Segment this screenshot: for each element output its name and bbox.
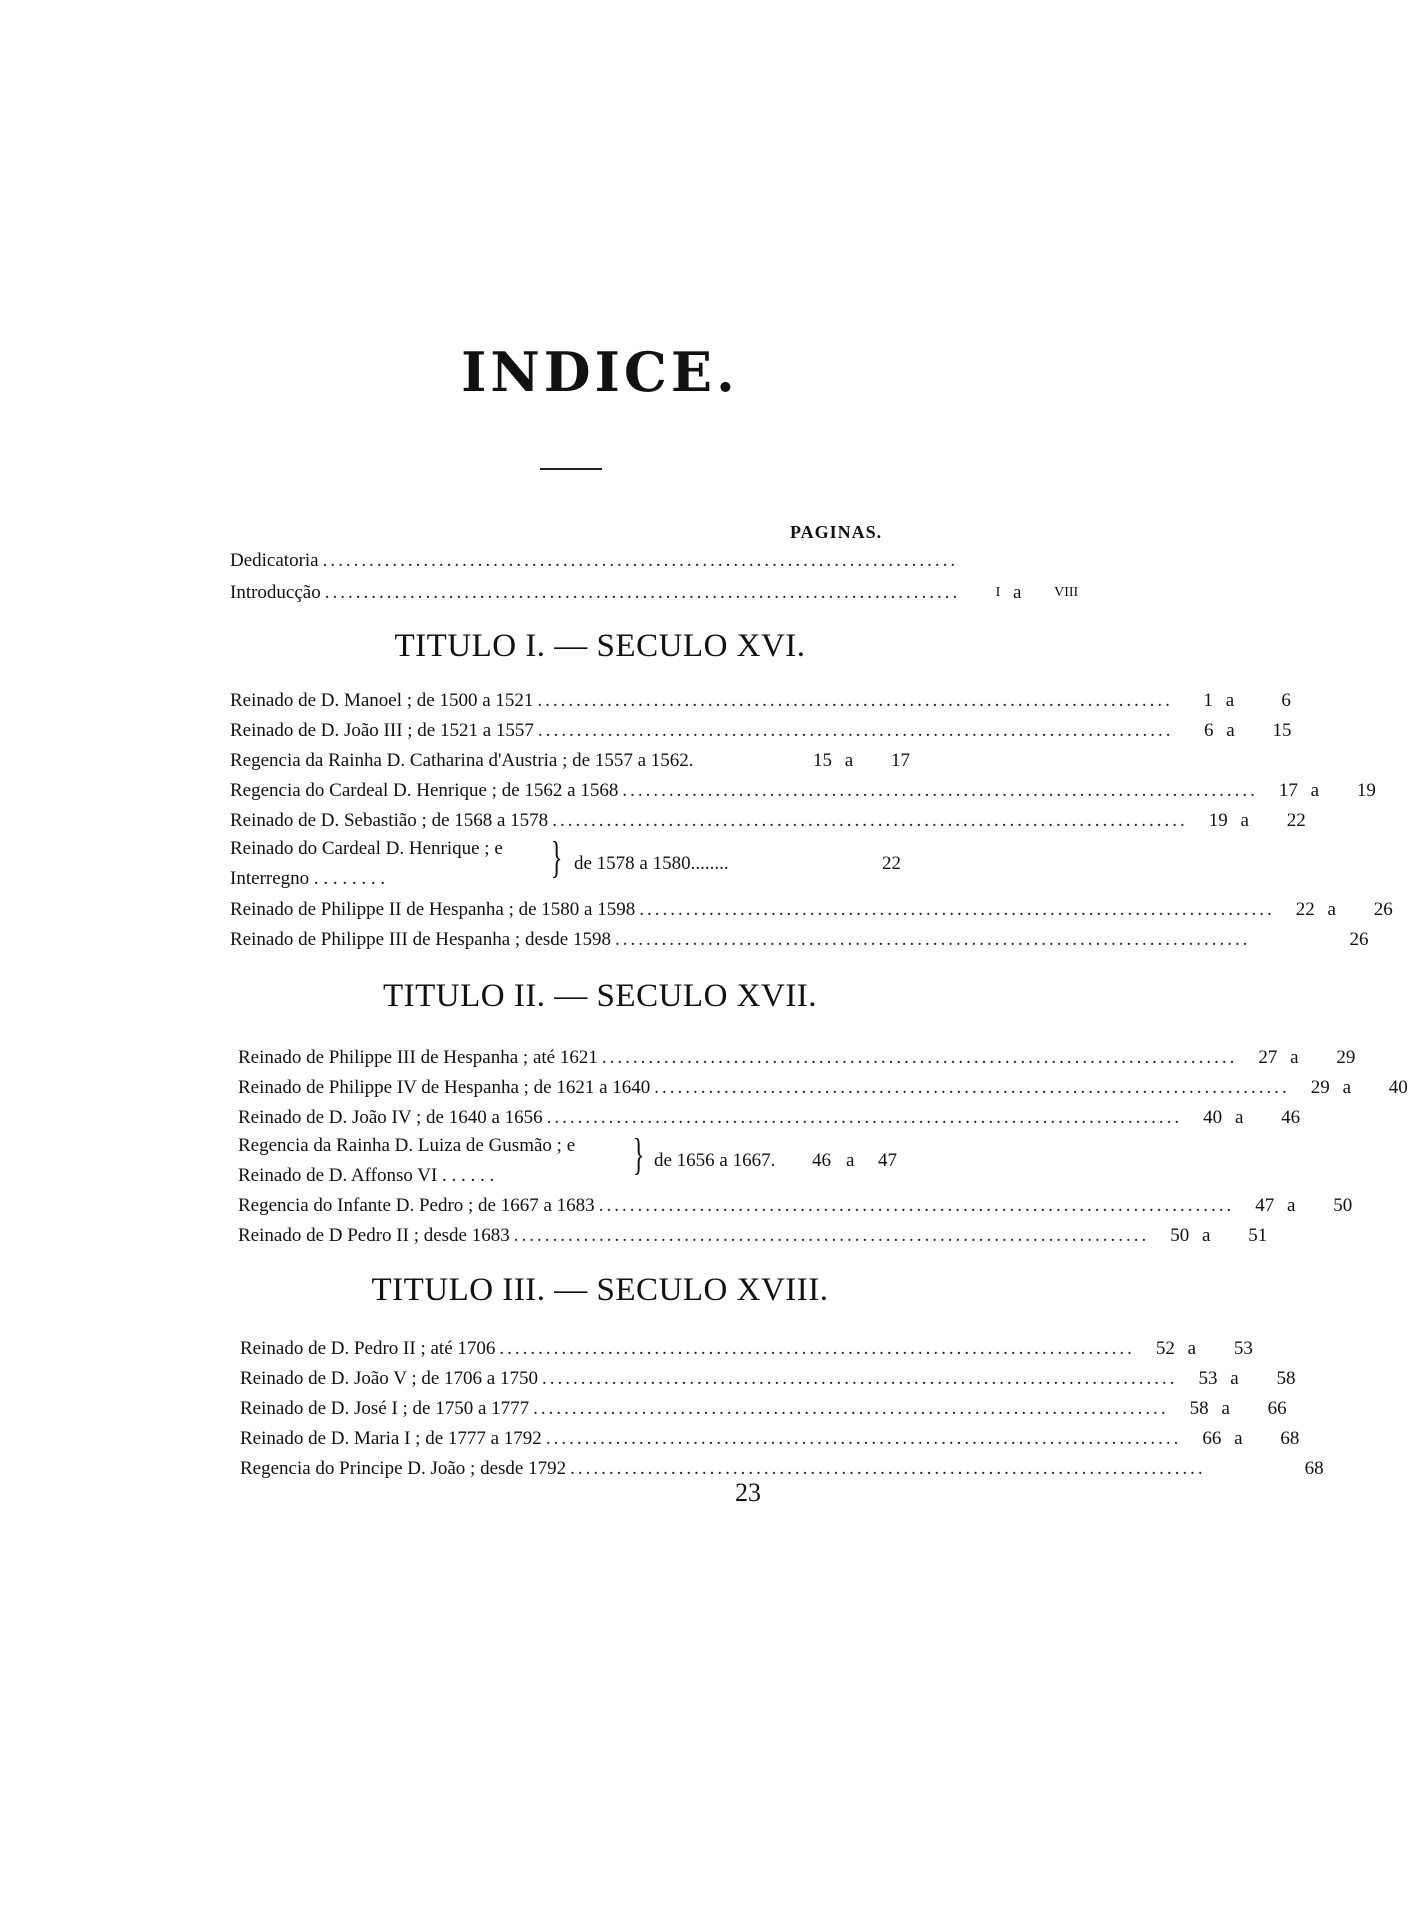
list-item — [240, 1394, 1287, 1424]
page-from: I — [995, 585, 1001, 600]
leader-dots: .................................................................................. — [546, 1107, 1183, 1128]
leader-dots: .................................................................................. — [570, 1458, 1206, 1479]
page-to: 40 — [1388, 1077, 1408, 1098]
page-a: a — [1342, 1077, 1352, 1098]
entry-label: Regencia da Rainha D. Catharina d'Austria ; de 1557 a 1562. — [230, 750, 694, 771]
page-a: a — [1234, 1107, 1244, 1128]
page-to: 15 — [1272, 720, 1292, 741]
brace-page-to: 47 — [878, 1150, 897, 1171]
entry-label: Reinado de Philippe IV de Hespanha ; de 1621 a 1640 — [238, 1077, 651, 1098]
page-a: a — [844, 750, 854, 771]
list-item — [238, 1103, 1301, 1133]
page-to: 68 — [1280, 1428, 1300, 1449]
list-item — [230, 895, 1393, 925]
page-a: a — [1226, 720, 1235, 741]
page-to: 46 — [1281, 1107, 1301, 1128]
leader-dots: .................................................................................. — [324, 582, 961, 603]
list-item — [240, 1364, 1296, 1394]
entry-label: Reinado de Philippe II de Hespanha ; de 1580 a 1598 — [230, 899, 636, 920]
leader-dots: .................................................................................. — [614, 929, 1251, 950]
leader-dots: .................................................................................. — [601, 1047, 1238, 1068]
entry-label: Reinado de D. João IV ; de 1640 a 1656 — [238, 1107, 543, 1128]
page-a: a — [1327, 899, 1336, 920]
page-to: 66 — [1267, 1398, 1287, 1419]
page-a: a — [1290, 1047, 1299, 1068]
entry-label: Reinado de D. Manoel ; de 1500 a 1521 — [230, 690, 534, 711]
page-from: 58 — [1189, 1398, 1209, 1419]
page-to: 26 — [1373, 899, 1393, 920]
entry-label: Dedicatoria — [230, 550, 319, 571]
page-to: 53 — [1233, 1338, 1253, 1359]
list-item — [230, 546, 959, 576]
page-a: a — [1013, 582, 1022, 603]
page-from: 53 — [1198, 1368, 1218, 1389]
brace-entry-line-2: Reinado de D. Affonso VI . . . . . . — [238, 1165, 495, 1186]
page-a: a — [1187, 1338, 1197, 1359]
page-to: 50 — [1333, 1195, 1353, 1216]
entry-label: Reinado de D. Sebastião ; de 1568 a 1578 — [230, 810, 549, 831]
page-a: a — [1310, 780, 1320, 801]
page-title: INDICE. — [461, 340, 739, 404]
list-item — [230, 806, 1306, 836]
entry-label: Regencia do Principe D. João ; desde 1792 — [240, 1458, 567, 1479]
page-a: a — [1240, 810, 1249, 831]
page-from: 6 — [1203, 720, 1214, 741]
list-item — [238, 1221, 1268, 1251]
page-a: a — [1225, 690, 1235, 711]
entry-label: Reinado de D Pedro II ; desde 1683 — [238, 1225, 510, 1246]
page-number: 23 — [735, 1478, 761, 1507]
entry-label: Reinado de Philippe III de Hespanha ; até 1621 — [238, 1047, 598, 1068]
page-to: 6 — [1281, 690, 1291, 711]
leader-dots: .................................................................................. — [598, 1195, 1235, 1216]
leader-dots: .................................................................................. — [499, 1338, 1135, 1359]
list-item — [238, 1043, 1356, 1073]
entry-label: Regencia do Cardeal D. Henrique ; de 1562 a 1568 — [230, 780, 619, 801]
list-item — [230, 746, 910, 776]
page-to: VIII — [1054, 585, 1079, 600]
list-item — [240, 1454, 1324, 1484]
page-to: 22 — [1286, 810, 1306, 831]
brace-icon: } — [550, 833, 563, 882]
leader-dots: .................................................................................. — [537, 720, 1174, 741]
title-divider — [540, 468, 602, 470]
leader-dots: .................................................................................. — [322, 550, 959, 571]
section-heading: TITULO III. — SECULO XVIII. — [371, 1272, 829, 1308]
leader-dots: .................................................................................. — [654, 1077, 1290, 1098]
list-item — [240, 1334, 1253, 1364]
brace-entry-line-1: Reinado do Cardeal D. Henrique ; e — [230, 838, 503, 859]
list-item — [240, 1424, 1300, 1454]
page-to: 51 — [1248, 1225, 1268, 1246]
page-from: 29 — [1310, 1077, 1330, 1098]
leader-dots: .................................................................................. — [533, 1398, 1169, 1419]
entry-label: Reinado de D. João III ; de 1521 a 1557 — [230, 720, 534, 741]
list-item — [238, 1191, 1353, 1221]
page-to: 26 — [1349, 929, 1369, 950]
entry-label: Reinado de Philippe III de Hespanha ; desde 1598 — [230, 929, 611, 950]
page-from: 52 — [1155, 1338, 1175, 1359]
entry-label: Regencia do Infante D. Pedro ; de 1667 a 1683 — [238, 1195, 595, 1216]
page-from: 27 — [1258, 1047, 1278, 1068]
leader-dots: .................................................................................. — [537, 690, 1173, 711]
entry-label: Reinado de D. João V ; de 1706 a 1750 — [240, 1368, 538, 1389]
leader-dots: .................................................................................. — [622, 780, 1258, 801]
section-heading: TITULO II. — SECULO XVII. — [382, 978, 818, 1014]
brace-page-a: a — [846, 1150, 855, 1171]
leader-dots: .................................................................................. — [541, 1368, 1178, 1389]
entry-label: Introducção — [230, 582, 321, 603]
page-from: 40 — [1203, 1107, 1223, 1128]
brace-range: de 1656 a 1667. — [654, 1150, 776, 1171]
entry-label: Reinado de D. José I ; de 1750 a 1777 — [240, 1398, 530, 1419]
page-from: 15 — [813, 750, 832, 771]
entry-label: Reinado de D. Maria I ; de 1777 a 1792 — [240, 1428, 542, 1449]
page-from: 1 — [1203, 690, 1213, 711]
page-from: 17 — [1278, 780, 1298, 801]
list-item — [230, 716, 1292, 746]
page-to: 29 — [1336, 1047, 1356, 1068]
list-item — [238, 1073, 1408, 1103]
page-a: a — [1286, 1195, 1296, 1216]
page-to: 19 — [1356, 780, 1376, 801]
page-from: 22 — [1295, 899, 1315, 920]
page-a: a — [1221, 1398, 1230, 1419]
page-to: 58 — [1276, 1368, 1296, 1389]
brace-range: de 1578 a 1580........ — [574, 853, 729, 874]
list-item — [230, 925, 1369, 955]
brace-page-from: 46 — [812, 1150, 831, 1171]
page-from: 19 — [1208, 810, 1228, 831]
brace-icon: } — [632, 1130, 645, 1179]
entry-label: Reinado de D. Pedro II ; até 1706 — [240, 1338, 496, 1359]
paginas-header: PAGINAS. — [790, 522, 883, 542]
brace-entry-line-2: Interregno . . . . . . . . — [230, 868, 386, 889]
page-to: 17 — [891, 750, 910, 771]
page-from: 66 — [1202, 1428, 1222, 1449]
page-to: 68 — [1304, 1458, 1324, 1479]
leader-dots: .................................................................................. — [513, 1225, 1150, 1246]
page-a: a — [1230, 1368, 1239, 1389]
page-from: 47 — [1255, 1195, 1275, 1216]
page-a: a — [1234, 1428, 1243, 1449]
list-item — [230, 776, 1376, 806]
page-from: 50 — [1170, 1225, 1190, 1246]
brace-page: 22 — [882, 853, 901, 874]
list-item — [230, 578, 1079, 608]
list-item — [230, 686, 1291, 716]
leader-dots: .................................................................................. — [552, 810, 1188, 831]
leader-dots: .................................................................................. — [639, 899, 1275, 920]
section-heading: TITULO I. — SECULO XVI. — [394, 628, 806, 664]
page-a: a — [1202, 1225, 1211, 1246]
leader-dots: .................................................................................. — [545, 1428, 1182, 1449]
brace-entry-line-1: Regencia da Rainha D. Luiza de Gusmão ; e — [238, 1135, 576, 1156]
